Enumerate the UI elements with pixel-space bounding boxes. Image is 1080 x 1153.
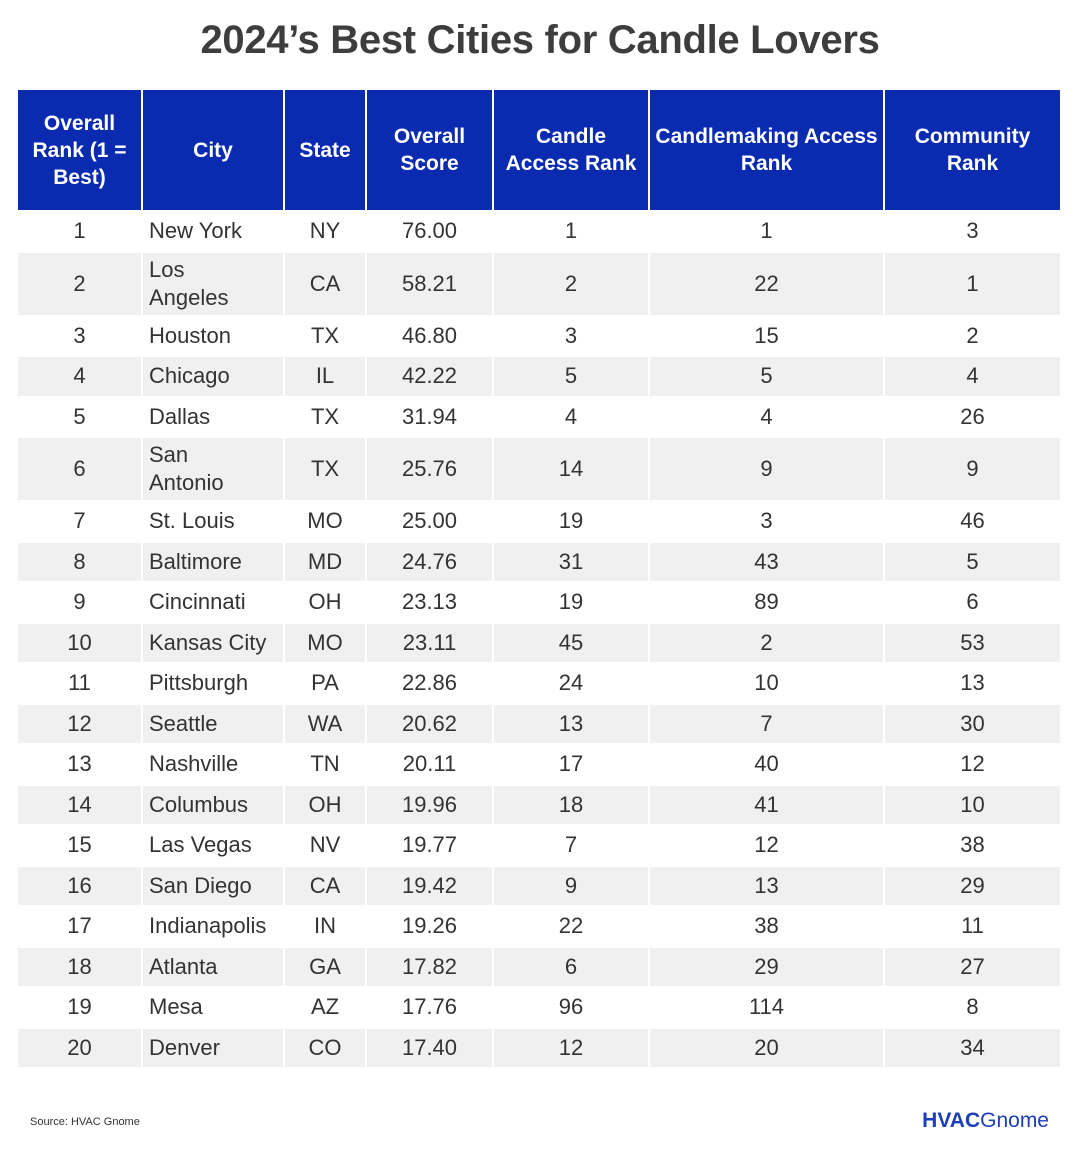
table-row: [18, 1028, 1060, 1068]
table-row: [18, 582, 1060, 623]
cell-overall-score: 25.00: [366, 501, 493, 542]
cell-candlemaking-access-rank: 7: [649, 704, 884, 745]
cell-candle-access-rank: 19: [493, 582, 649, 623]
cell-candle-access-rank: 22: [493, 906, 649, 947]
cell-candlemaking-access-rank: 12: [649, 825, 884, 866]
table-row: [18, 316, 1060, 357]
cell-overall-rank: 16: [18, 866, 142, 907]
cell-overall-score: 19.26: [366, 906, 493, 947]
cell-city: St. Louis: [142, 501, 284, 542]
cell-city: San Diego: [142, 866, 284, 907]
cell-candle-access-rank: 9: [493, 866, 649, 907]
cell-city: Denver: [142, 1028, 284, 1068]
cell-overall-rank: 14: [18, 785, 142, 826]
cell-community-rank: 5: [884, 542, 1060, 583]
table-row: [18, 906, 1060, 947]
cell-overall-score: 42.22: [366, 356, 493, 397]
cell-state: TX: [284, 316, 366, 357]
cell-candlemaking-access-rank: 4: [649, 397, 884, 438]
cell-city: Nashville: [142, 744, 284, 785]
cell-candle-access-rank: 3: [493, 316, 649, 357]
cell-community-rank: 53: [884, 623, 1060, 664]
cell-state: IL: [284, 356, 366, 397]
cell-overall-score: 17.76: [366, 987, 493, 1028]
cell-state: MO: [284, 623, 366, 664]
cell-candlemaking-access-rank: 9: [649, 437, 884, 501]
cell-city: Las Vegas: [142, 825, 284, 866]
cell-overall-rank: 12: [18, 704, 142, 745]
cell-overall-rank: 15: [18, 825, 142, 866]
cell-candlemaking-access-rank: 22: [649, 252, 884, 316]
table-body: [18, 211, 1060, 1067]
cell-overall-rank: 3: [18, 316, 142, 357]
header-overall-score: Overall Score: [366, 90, 493, 211]
cell-candle-access-rank: 18: [493, 785, 649, 826]
cell-city: Baltimore: [142, 542, 284, 583]
cell-state: GA: [284, 947, 366, 988]
cell-state: MO: [284, 501, 366, 542]
cell-state: WA: [284, 704, 366, 745]
cell-overall-rank: 5: [18, 397, 142, 438]
cell-candlemaking-access-rank: 5: [649, 356, 884, 397]
cell-community-rank: 10: [884, 785, 1060, 826]
cell-overall-score: 17.82: [366, 947, 493, 988]
cell-overall-score: 76.00: [366, 211, 493, 252]
cell-overall-rank: 2: [18, 252, 142, 316]
table-row: [18, 356, 1060, 397]
cell-candle-access-rank: 7: [493, 825, 649, 866]
cell-community-rank: 11: [884, 906, 1060, 947]
cell-overall-score: 31.94: [366, 397, 493, 438]
cell-community-rank: 38: [884, 825, 1060, 866]
cell-community-rank: 13: [884, 663, 1060, 704]
cell-overall-rank: 18: [18, 947, 142, 988]
cell-candlemaking-access-rank: 3: [649, 501, 884, 542]
cell-overall-score: 23.11: [366, 623, 493, 664]
cell-overall-rank: 19: [18, 987, 142, 1028]
cell-state: IN: [284, 906, 366, 947]
cell-city: Columbus: [142, 785, 284, 826]
header-city: City: [142, 90, 284, 211]
cell-candlemaking-access-rank: 13: [649, 866, 884, 907]
cell-candle-access-rank: 14: [493, 437, 649, 501]
cell-community-rank: 2: [884, 316, 1060, 357]
cell-overall-rank: 6: [18, 437, 142, 501]
cell-overall-rank: 13: [18, 744, 142, 785]
cell-city: Dallas: [142, 397, 284, 438]
table-row: [18, 501, 1060, 542]
header-candle-access-rank: Candle Access Rank: [493, 90, 649, 211]
cell-city: Mesa: [142, 987, 284, 1028]
table-row: [18, 987, 1060, 1028]
cell-city: Houston: [142, 316, 284, 357]
brand-logo-bold: HVAC: [922, 1109, 981, 1132]
cell-overall-score: 24.76: [366, 542, 493, 583]
cell-overall-score: 23.13: [366, 582, 493, 623]
table-row: [18, 947, 1060, 988]
table-row: [18, 623, 1060, 664]
cell-state: TX: [284, 397, 366, 438]
cell-overall-rank: 8: [18, 542, 142, 583]
cell-candle-access-rank: 5: [493, 356, 649, 397]
cell-candlemaking-access-rank: 89: [649, 582, 884, 623]
table-row: [18, 704, 1060, 745]
cell-candle-access-rank: 6: [493, 947, 649, 988]
cell-candlemaking-access-rank: 38: [649, 906, 884, 947]
cell-overall-score: 19.42: [366, 866, 493, 907]
cell-candlemaking-access-rank: 114: [649, 987, 884, 1028]
cell-community-rank: 26: [884, 397, 1060, 438]
cell-candlemaking-access-rank: 43: [649, 542, 884, 583]
cell-overall-score: 20.11: [366, 744, 493, 785]
cell-overall-rank: 9: [18, 582, 142, 623]
cell-overall-rank: 4: [18, 356, 142, 397]
table-row: [18, 437, 1060, 501]
cell-overall-score: 19.77: [366, 825, 493, 866]
cell-state: NV: [284, 825, 366, 866]
cell-state: TX: [284, 437, 366, 501]
cell-city: Indianapolis: [142, 906, 284, 947]
cell-city: Kansas City: [142, 623, 284, 664]
cell-overall-rank: 7: [18, 501, 142, 542]
cell-candle-access-rank: 19: [493, 501, 649, 542]
header-state: State: [284, 90, 366, 211]
cell-community-rank: 3: [884, 211, 1060, 252]
cell-candle-access-rank: 12: [493, 1028, 649, 1068]
cell-candle-access-rank: 4: [493, 397, 649, 438]
cell-state: AZ: [284, 987, 366, 1028]
cell-overall-rank: 10: [18, 623, 142, 664]
cell-overall-score: 25.76: [366, 437, 493, 501]
cell-candlemaking-access-rank: 1: [649, 211, 884, 252]
cell-candle-access-rank: 24: [493, 663, 649, 704]
cell-city: Seattle: [142, 704, 284, 745]
cell-state: CO: [284, 1028, 366, 1068]
cell-city: New York: [142, 211, 284, 252]
cell-candlemaking-access-rank: 40: [649, 744, 884, 785]
cell-community-rank: 27: [884, 947, 1060, 988]
cell-community-rank: 8: [884, 987, 1060, 1028]
cell-overall-score: 58.21: [366, 252, 493, 316]
table-row: [18, 211, 1060, 252]
cell-overall-score: 17.40: [366, 1028, 493, 1068]
table-row: [18, 744, 1060, 785]
cell-overall-score: 19.96: [366, 785, 493, 826]
table-row: [18, 663, 1060, 704]
cell-community-rank: 12: [884, 744, 1060, 785]
brand-logo: [922, 1109, 1049, 1133]
page-title: 2024’s Best Cities for Candle Lovers: [200, 18, 880, 62]
cell-state: MD: [284, 542, 366, 583]
cell-community-rank: 1: [884, 252, 1060, 316]
cell-candle-access-rank: 96: [493, 987, 649, 1028]
cell-community-rank: 4: [884, 356, 1060, 397]
table-header-row: [18, 90, 1060, 211]
cell-community-rank: 29: [884, 866, 1060, 907]
cell-city: Atlanta: [142, 947, 284, 988]
cell-city: Cincinnati: [142, 582, 284, 623]
cell-candlemaking-access-rank: 10: [649, 663, 884, 704]
cell-candle-access-rank: 2: [493, 252, 649, 316]
cell-candlemaking-access-rank: 41: [649, 785, 884, 826]
cell-overall-rank: 11: [18, 663, 142, 704]
cell-state: TN: [284, 744, 366, 785]
header-overall-rank: Overall Rank (1 = Best): [18, 90, 142, 211]
cell-candlemaking-access-rank: 29: [649, 947, 884, 988]
table-row: [18, 866, 1060, 907]
cell-community-rank: 6: [884, 582, 1060, 623]
cell-city: San Antonio: [142, 437, 284, 501]
cell-city: Chicago: [142, 356, 284, 397]
cell-state: CA: [284, 866, 366, 907]
table-row: [18, 825, 1060, 866]
cell-candlemaking-access-rank: 20: [649, 1028, 884, 1068]
cell-candle-access-rank: 31: [493, 542, 649, 583]
cell-community-rank: 9: [884, 437, 1060, 501]
source-note: Source: HVAC Gnome: [30, 1116, 140, 1128]
cell-state: NY: [284, 211, 366, 252]
header-community-rank: Community Rank: [884, 90, 1060, 211]
cell-candle-access-rank: 1: [493, 211, 649, 252]
table-row: [18, 252, 1060, 316]
cell-state: PA: [284, 663, 366, 704]
cell-community-rank: 46: [884, 501, 1060, 542]
cell-community-rank: 30: [884, 704, 1060, 745]
header-candlemaking-access-rank: Candlemaking Access Rank: [649, 90, 884, 211]
cell-candle-access-rank: 45: [493, 623, 649, 664]
cell-overall-score: 22.86: [366, 663, 493, 704]
cell-candle-access-rank: 17: [493, 744, 649, 785]
cell-overall-rank: 20: [18, 1028, 142, 1068]
cell-candlemaking-access-rank: 2: [649, 623, 884, 664]
table-row: [18, 785, 1060, 826]
cell-community-rank: 34: [884, 1028, 1060, 1068]
cell-city: Pittsburgh: [142, 663, 284, 704]
cell-candle-access-rank: 13: [493, 704, 649, 745]
cell-state: CA: [284, 252, 366, 316]
cell-overall-score: 20.62: [366, 704, 493, 745]
cell-overall-rank: 17: [18, 906, 142, 947]
cell-city: Los Angeles: [142, 252, 284, 316]
table-row: [18, 542, 1060, 583]
brand-logo-regular: Gnome: [980, 1109, 1049, 1132]
cell-overall-rank: 1: [18, 211, 142, 252]
cell-state: OH: [284, 785, 366, 826]
table-row: [18, 397, 1060, 438]
cell-state: OH: [284, 582, 366, 623]
cell-overall-score: 46.80: [366, 316, 493, 357]
ranking-table: [18, 90, 1060, 1067]
cell-candlemaking-access-rank: 15: [649, 316, 884, 357]
